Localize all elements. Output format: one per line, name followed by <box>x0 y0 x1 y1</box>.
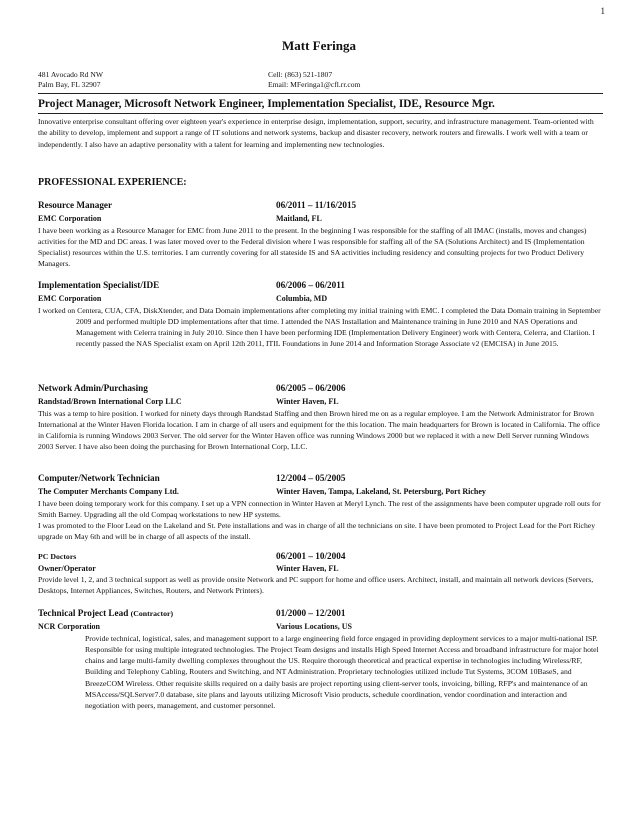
job-location: Columbia, MD <box>276 294 328 303</box>
job-title: Technical Project Lead <box>38 608 129 618</box>
email: Email: MFeringa1@cfl.rr.com <box>268 80 361 89</box>
job-company: EMC Corporation <box>38 294 102 303</box>
address-line-1: 481 Avocado Rd NW <box>38 70 104 79</box>
job-description: Provide level 1, 2, and 3 technical support as well as provide onsite Network and PC support for home and office users. Architect, install, and maintain all network devices (Servers, Desktops, Internet Appliances, Switches, Routers, and Network Printers). <box>38 575 594 596</box>
job-dates: 06/2001 – 10/2004 <box>276 551 346 561</box>
job-entry <box>38 473 603 543</box>
headline: Project Manager, Microsoft Network Engineer, Implementation Specialist, IDE, Resource Mgr. <box>38 98 495 110</box>
job-company: Randstad/Brown International Corp LLC <box>38 397 182 406</box>
job-company: NCR Corporation <box>38 622 100 631</box>
job-location: Winter Haven, FL <box>276 397 339 406</box>
job-dates: 01/2000 – 12/2001 <box>276 608 346 618</box>
resume-name: Matt Feringa <box>281 38 356 53</box>
job-entry <box>38 608 603 712</box>
job-title: Network Admin/Purchasing <box>38 383 148 393</box>
job-title: Implementation Specialist/IDE <box>38 280 160 290</box>
divider-top <box>38 93 603 94</box>
job-description: Provide technical, logistical, sales, and management support to a large engineering field force engaged in providing deployment services to a major multi-national ISP. Responsible for using multiple integrated technologies. The Project Team designs and installs High Speed Internet Access and broadband infrastructure for major hotel chains and large multi-family dwelling complexes throughout the US. Require thorough theoretical and practical expertise in technologies including Wireless/RF, Building and Telephony Cabling, Routers and Switching, and NT Administration. Proprietary technologies utilized include Tut Systems, 3COM 10BaseS, and BreezeCOM Wireless. Other requisite skills required on a daily basis are project reporting using client-server tools, invoicing, billing, RFP's and maintenance of an MSAccess/SQLServer7.0 database, site plans and layouts utilizing Microsoft Visio products, schedule coordination, vendor coordination and interaction and negotiation with peers, management, and customer personnel. <box>85 633 599 711</box>
job-company: EMC Corporation <box>38 214 102 223</box>
job-entry <box>38 551 603 597</box>
page-number: 1 <box>600 6 605 16</box>
job-title: Computer/Network Technician <box>38 473 160 483</box>
job-dates: 06/2005 – 06/2006 <box>276 383 346 393</box>
job-description: I was promoted to the Floor Lead on the Lakeland and St. Pete installations and was in charge of all the technicians on site. I have been promoted to Project Lead for the Port Richey upgrade on May 6th and will be in charge of all aspects of the install. <box>38 521 596 542</box>
address-line-2: Palm Bay, FL 32907 <box>38 80 101 89</box>
job-dates: 12/2004 – 05/2005 <box>276 473 346 483</box>
job-title: Resource Manager <box>38 200 113 210</box>
job-location: Winter Haven, Tampa, Lakeland, St. Petersburg, Port Richey <box>276 487 486 496</box>
job-entry <box>38 200 603 270</box>
job-description: I have been doing temporary work for this company. I set up a VPN connection in Winter Haven at Meryl Lynch. The rest of the assignments have been computer upgrade roll outs for Smith Barney. Upgrading all the old Compaq workstations to new HP systems. <box>38 498 601 519</box>
job-location: Winter Haven, FL <box>276 563 339 573</box>
job-company: Owner/Operator <box>38 563 96 573</box>
job-dates: 06/2006 – 06/2011 <box>276 280 345 290</box>
phone: Cell: (863) 521-1807 <box>268 70 333 79</box>
job-entry <box>38 383 603 453</box>
job-title: PC Doctors <box>38 552 77 561</box>
job-location: Maitland, FL <box>276 214 322 223</box>
divider-headline <box>38 113 603 114</box>
job-title-note: (Contractor) <box>130 609 174 618</box>
job-dates: 06/2011 – 11/16/2015 <box>276 200 357 210</box>
job-description: I have been working as a Resource Manager for EMC from June 2011 to the present. In the beginning I was responsible for the staffing of all IMAC (installs, moves and changes) activities for the MD and DC areas. I was later moved over to the Federal division where I was responsible for staffing all of the SA (Solutions Architect) and IS (Implementation Specialist) resources within the U.S. territories. I am currently covering for all stateside IS and SA activities including residency and consulting projects for two Product Delivery Managers. <box>38 225 587 269</box>
job-location: Various Locations, US <box>276 622 352 631</box>
job-description: I worked on Centera, CUA, CFA, DiskXtender, and Data Domain implementations after completing my initial training with EMC. I completed the Data Domain training in September 2009 and performed multiple DD implementations after that time. I attended the NAS Installation and Maintenance training in June 2010 and NAS Operations and Management with Celerra training in July 2010. Since then I have been performing IDE (Implementation Delivery Engineer) work with Centera, Celerra, and Clariion. I recently passed the NAS Specialist exam on April 12th 2011, ITIL Foundations in June 2014 and Information Storage Associate v2 (EMCISA) in June 2015. <box>38 305 601 349</box>
summary: Innovative enterprise consultant offering over eighteen year's experience in enterprise design, implementation, support, security, and infrastructure management. Team-oriented with the ability to develop, implement and support a range of IT solutions and network systems, backup and disaster recovery, network routers and firewalls. I work well with a team or independently. I also have an adaptive personality with a talent for learning and implementing new technologies. <box>38 117 594 149</box>
job-entry <box>38 280 603 350</box>
section-title: PROFESSIONAL EXPERIENCE: <box>38 177 187 188</box>
job-description: This was a temp to hire position. I worked for ninety days through Randstad Staffing and then Brown hired me on as a regular employee. I am the Network Administrator for Brown International at the Winter Haven Florida location. I am in charge of all users and equipment for the this location. The main headquarters for Brown is located in California. The office in California is running Windows 2003 Server. The old server for the Winter Haven office was running Windows 2000 but we replaced it with a new Dell Server running Windows 2003 Server. I have also been doing the purchasing for Brown International Corp, LLC. <box>38 408 600 452</box>
job-company: The Computer Merchants Company Ltd. <box>38 487 179 496</box>
